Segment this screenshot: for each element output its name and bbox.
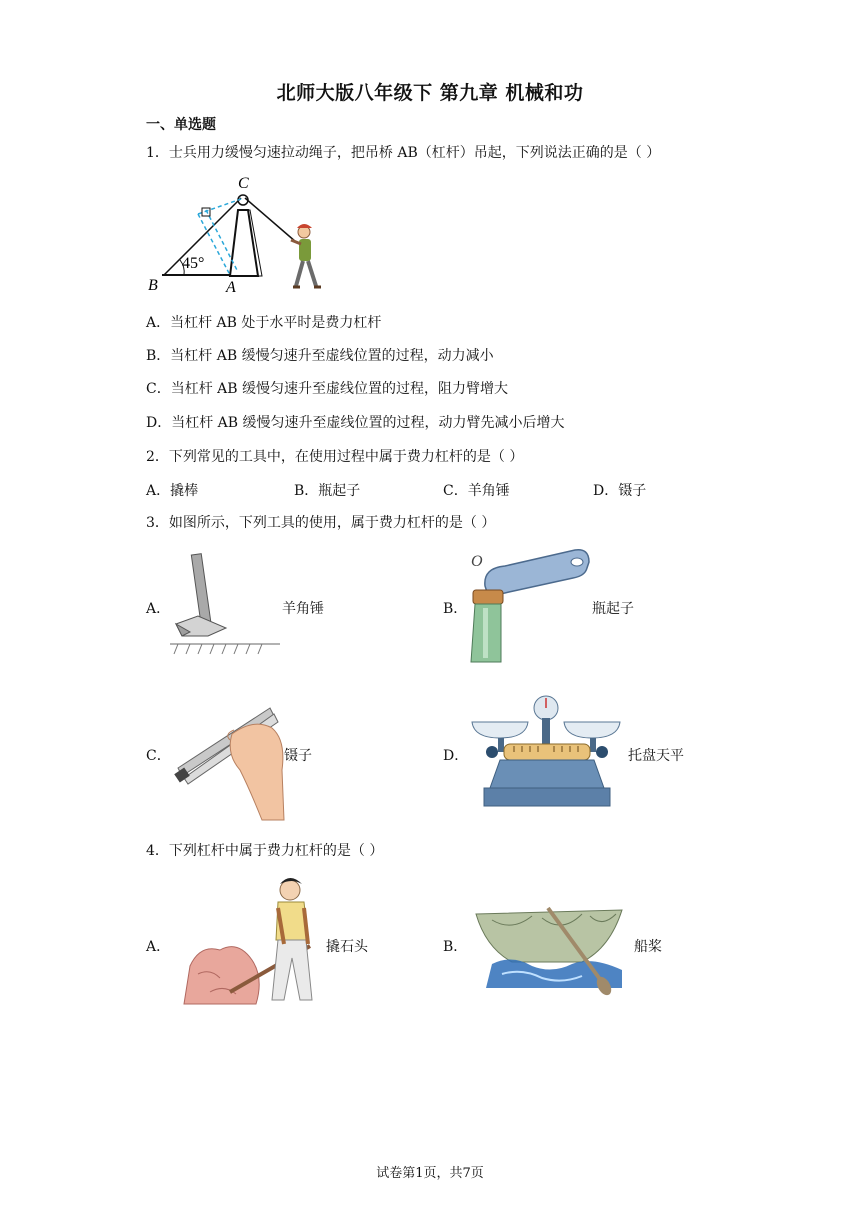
q1-angle-label: 45° — [182, 255, 205, 272]
prying-rock-image — [180, 874, 325, 1012]
page-footer: 试卷第1页，共7页 — [376, 1166, 484, 1181]
q4-option-b-label: 船桨 — [634, 939, 662, 955]
q1-option-c: C．当杠杆 AB 缓慢匀速升至虚线位置的过程，阻力臂增大 — [146, 381, 509, 397]
q3-option-a-label: 羊角锤 — [282, 601, 324, 617]
q3-option-b-label: 瓶起子 — [592, 601, 634, 617]
q1-point-c: C — [238, 175, 249, 192]
q1-stem: 1．士兵用力缓慢匀速拉动绳子，把吊桥 AB（杠杆）吊起，下列说法正确的是（ ） — [146, 145, 661, 161]
q2-option-b: B．瓶起子 — [294, 483, 361, 499]
q1-point-a: A — [226, 279, 236, 296]
q4-option-a-letter: A． — [146, 939, 171, 955]
q4-option-b-letter: B． — [443, 939, 468, 955]
q2-option-d: D．镊子 — [593, 483, 647, 499]
q3-option-c-letter: C． — [146, 748, 171, 764]
q3-option-b-letter: B． — [443, 601, 468, 617]
q4-stem: 4．下列杠杆中属于费力杠杆的是（ ） — [146, 843, 384, 859]
q1-option-b: B．当杠杆 AB 缓慢匀速升至虚线位置的过程，动力减小 — [146, 348, 494, 364]
tray-balance-image — [468, 692, 628, 810]
q3-option-c-label: 镊子 — [284, 748, 312, 764]
q2-option-c: C．羊角锤 — [443, 483, 510, 499]
q1-option-a: A．当杠杆 AB 处于水平时是费力杠杆 — [146, 315, 382, 331]
q3-option-d-letter: D． — [443, 748, 469, 764]
tweezers-image — [170, 700, 285, 822]
q2-option-a: A．撬棒 — [146, 483, 199, 499]
q1-option-d: D．当杠杆 AB 缓慢匀速升至虚线位置的过程，动力臂先减小后增大 — [146, 415, 565, 431]
page-title: 北师大版八年级下 第九章 机械和功 — [276, 82, 584, 104]
q1-drawbridge-figure — [146, 172, 336, 296]
q4-option-a-label: 撬石头 — [326, 939, 368, 955]
q3-pivot-label: O — [471, 553, 483, 570]
q3-stem: 3．如图所示，下列工具的使用，属于费力杠杆的是（ ） — [146, 515, 496, 531]
boat-oar-image — [472, 904, 632, 998]
q3-option-a-letter: A． — [146, 601, 171, 617]
section-heading: 一、单选题 — [146, 117, 216, 133]
bottle-opener-image — [465, 546, 590, 664]
q2-stem: 2．下列常见的工具中，在使用过程中属于费力杠杆的是（ ） — [146, 449, 524, 465]
soldier-figure — [291, 224, 321, 287]
claw-hammer-image — [168, 552, 283, 656]
q3-option-d-label: 托盘天平 — [628, 748, 684, 764]
q1-point-b: B — [148, 277, 158, 294]
